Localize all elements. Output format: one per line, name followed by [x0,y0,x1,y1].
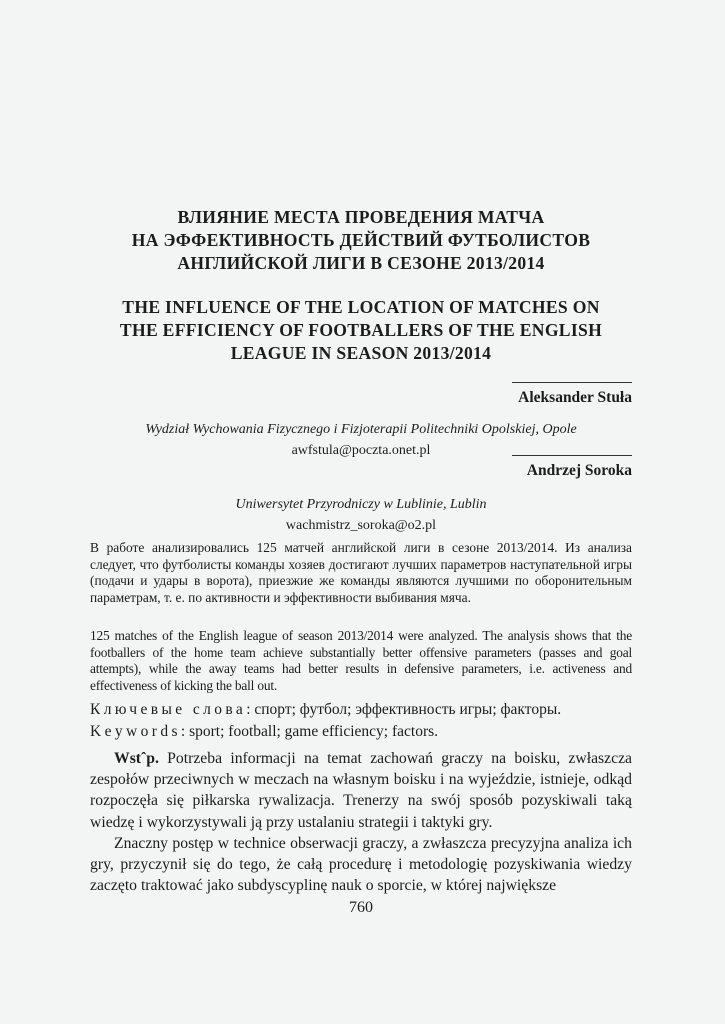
abstract-russian: В работе анализировались 125 матчей английской лиги в сезоне 2013/2014. Из анализа следует, что футболисты команды хозяев достигают лучших параметров наступательной игры (подачи и удары в ворота), приезжие же команды являются лучшими по оборонительным параметрам, т. е. по активности и эффективности выбивания мяча. [90,540,632,605]
author-email: awfstula@poczta.onet.pl [291,443,431,458]
author-affiliation [90,494,632,536]
paragraph-text: Potrzeba informacji na temat zachowań graczy na boisku, zwłaszcza zespołów przeciwnych w meczach na własnym boisku i na wyjeździe, istnieje, odkąd rozpoczęła się piłkarska rywalizacja. Trenerzy na swój sposób pozyskiwali taką wiedzę i wykorzystywali ją przy ustalaniu strategii i taktyki gry. [90,750,632,831]
body-paragraph: Znaczny postęp w technice obserwacji graczy, a zwłaszcza precyzyjna analiza ich gry, przyczynił się do tego, że całą procedurę i metodologię pozyskiwania wiedzy zaczęto traktować jako subdyscyplinę nauk o sporcie, w której największe [90,834,632,895]
author-rule [512,455,632,456]
page-number: 760 [349,899,373,916]
title-ru-line: ВЛИЯНИЕ МЕСТА ПРОВЕДЕНИЯ МАТЧА [177,207,545,227]
author-block [512,382,632,407]
abstract-english: 125 matches of the English league of season 2013/2014 were analyzed. The analysis shows that the footballers of the home team achieve substantially better offensive parameters (passes and goal attempts), while the away teams had better results in defensive parameters, i.e. activeness and effectiveness of kicking the ball out. [90,628,632,693]
keywords-text: : sport; football; game efficiency; factors. [180,723,439,740]
title-en-line: THE INFLUENCE OF THE LOCATION OF MATCHES ON [122,297,600,317]
paper-page [90,0,632,1024]
keywords-text: : спорт; футбол; эффективность игры; факторы. [246,701,562,718]
title-ru-line: НА ЭФФЕКТИВНОСТЬ ДЕЙСТВИЙ ФУТБОЛИСТОВ [131,230,591,250]
keywords-label: Keywords [90,723,181,740]
affiliation-institution: Uniwersytet Przyrodniczy w Lublinie, Lublin [235,497,487,512]
body-text [90,748,632,896]
author-rule [512,382,632,383]
title-ru-line: АНГЛИЙСКОЙ ЛИГИ В СЕЗОНЕ 2013/2014 [177,253,545,273]
title-russian [90,206,632,275]
title-en-line: THE EFFICIENCY OF FOOTBALLERS OF THE ENGLISH [119,320,603,340]
keywords-label: Ключевые слова [90,701,247,718]
author-name: Aleksander Stuła [518,389,632,406]
keywords-russian [90,700,632,720]
author-email: wachmistrz_soroka@o2.pl [285,518,437,533]
body-paragraph [90,748,632,833]
title-english [90,296,632,365]
affiliation-institution: Wydział Wychowania Fizycznego i Fizjoterapii Politechniki Opolskiej, Opole [145,422,577,437]
title-en-line: LEAGUE IN SEASON 2013/2014 [230,343,492,363]
keywords-english [90,722,632,742]
author-block [512,455,632,480]
author-name: Andrzej Soroka [526,462,632,479]
section-heading-intro: Wstˆp. [114,750,159,767]
